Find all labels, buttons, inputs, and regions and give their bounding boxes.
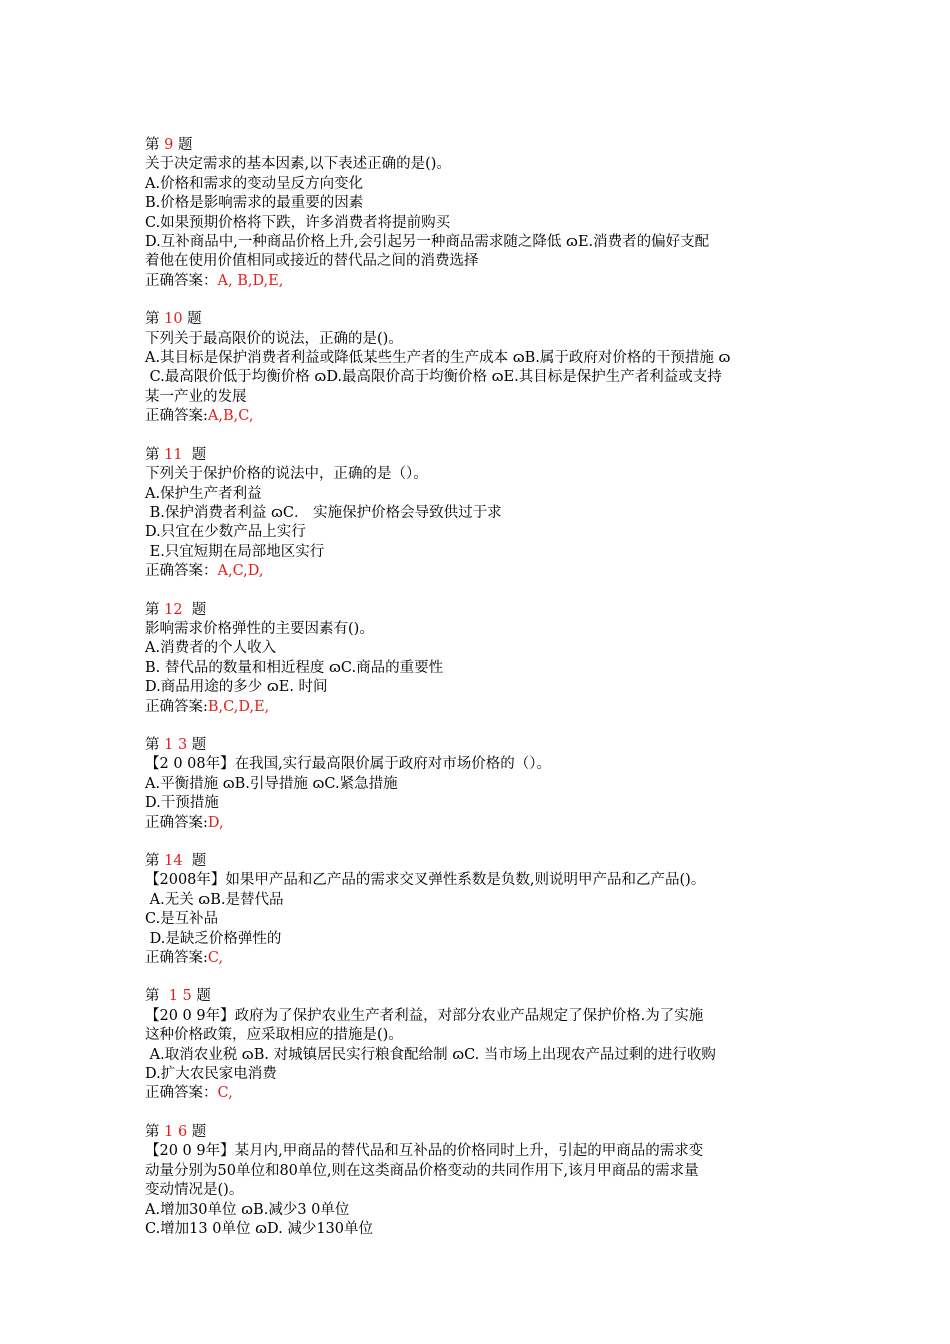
question-number: 1 6 [164,1123,188,1140]
question-text-line: C.是互补品 [145,911,219,928]
answer-line [145,1084,815,1103]
question-text-line: D.是缺乏价格弹性的 [145,930,282,947]
answer-line [145,814,815,833]
question-text-line: A.平衡措施 ɷB.引导措施 ɷC.紧急措施 [145,775,398,792]
question-text-line: E.只宜短期在局部地区实行 [145,543,325,560]
answer-value: C, [207,950,224,967]
question-heading-suffix: 题 [182,601,207,618]
question-text-line: A.取消农业税 ɷB. 对城镇居民实行粮食配给制 ɷC. 当市场上出现农产品过剩的进行收购 [145,1046,716,1063]
question-heading [145,736,815,755]
question-heading [145,1123,815,1142]
question-block [145,446,815,582]
question-text-line: A.保护生产者利益 [145,485,262,502]
question-heading-prefix: 第 [145,446,165,463]
question-text-line: A.增加30单位 ɷB.减少3 0单位 [145,1201,350,1218]
answer-line [145,272,815,291]
question-block [145,136,815,291]
answer-line [145,949,815,968]
answer-line [145,407,815,426]
question-text-line: 某一产业的发展 [145,388,247,405]
answer-value: B,C,D,E, [207,698,270,715]
question-text-line: D.干预措施 [145,795,219,812]
question-text-line: D.扩大农民家电消费 [145,1066,277,1083]
question-number: 14 [164,853,183,869]
question-heading [145,310,815,329]
question-text-line: C.最高限价低于均衡价格 ɷD.最高限价高于均衡价格 ɷE.其目标是保护生产者利益或支持 [145,369,722,386]
question-heading-prefix: 第 [145,988,169,1005]
question-heading-prefix: 第 [145,736,165,753]
answer-value: A, B,D,E, [217,272,284,289]
question-text-line: 【2008年】如果甲产品和乙产品的需求交叉弹性系数是负数,则说明甲产品和乙产品()。 [145,872,706,889]
answer-value: A,C,D, [217,563,264,580]
question-heading [145,987,815,1006]
question-text-line: 【20 0 9年】某月内,甲商品的替代品和互补品的价格同时上升，引起的甲商品的需求变 [145,1143,704,1160]
question-text-line: 下列关于最高限价的说法，正确的是()。 [145,330,403,347]
question-heading-suffix: 题 [182,311,202,328]
question-block [145,987,815,1103]
question-text-line: A.价格和需求的变动呈反方向变化 [145,175,364,192]
question-heading-prefix: 第 [145,601,165,618]
question-text-line: C.如果预期价格将下跌，许多消费者将提前购买 [145,214,451,231]
answer-label: 正确答案： [145,563,218,580]
question-heading-suffix: 题 [191,988,211,1005]
question-number: 11 [164,446,183,463]
question-text-line: D.互补商品中,一种商品价格上升,会引起另一种商品需求随之降低 ɷE.消费者的偏好支配 [145,234,710,251]
question-number: 1 5 [168,988,192,1005]
question-number: 12 [164,601,183,618]
question-text-line: 这种价格政策，应采取相应的措施是()。 [145,1027,403,1044]
question-text-line: 【2 0 08年】在我国,实行最高限价属于政府对市场价格的（）。 [145,756,551,773]
answer-line [145,698,815,717]
question-heading-suffix: 题 [182,446,207,463]
answer-line [145,562,815,581]
question-heading [145,446,815,465]
question-heading [145,136,815,155]
question-heading-prefix: 第 [145,137,165,153]
question-text-line: 影响需求价格弹性的主要因素有()。 [145,620,374,637]
question-heading-suffix: 题 [187,736,207,753]
question-block [145,736,815,833]
question-text-line: 下列关于保护价格的说法中，正确的是（）。 [145,466,428,483]
question-heading-suffix: 题 [182,853,207,869]
question-number: 10 [164,311,183,328]
answer-label: 正确答案: [145,814,208,831]
question-heading-suffix: 题 [173,137,193,153]
answer-label: 正确答案: [145,408,208,425]
answer-label: 正确答案： [145,1085,218,1102]
question-text-line: D.商品用途的多少 ɷE. 时间 [145,679,328,696]
question-text-line: 变动情况是()。 [145,1182,244,1199]
question-text-line: D.只宜在少数产品上实行 [145,524,306,541]
question-text-line: 关于决定需求的基本因素,以下表述正确的是()。 [145,156,451,173]
question-text-line: B.价格是影响需求的最重要的因素 [145,195,364,212]
answer-label: 正确答案： [145,272,218,289]
answer-value: C, [217,1085,233,1102]
question-text-line: A.其目标是保护消费者利益或降低某些生产者的生产成本 ɷB.属于政府对价格的干预措施 ɷ [145,350,731,367]
question-text-line: A.消费者的个人收入 [145,640,277,657]
question-text-line: 动量分别为50单位和80单位,则在这类商品价格变动的共同作用下,该月甲商品的需求量 [145,1162,699,1179]
question-text-line: B. 替代品的数量和相近程度 ɷC.商品的重要性 [145,659,444,676]
question-number: 1 3 [164,736,188,753]
question-heading-prefix: 第 [145,1123,165,1140]
question-heading [145,601,815,620]
question-text-line: 着他在使用价值相同或接近的替代品之间的消费选择 [145,253,479,270]
question-text-line: C.增加13 0单位 ɷD. 减少130单位 [145,1220,373,1237]
question-block [145,310,815,426]
question-heading-prefix: 第 [145,853,165,869]
question-block [145,852,815,968]
question-text-line: B.保护消费者利益 ɷC． 实施保护价格会导致供过于求 [145,504,502,521]
question-block [145,601,815,717]
question-heading [145,852,815,871]
question-heading-suffix: 题 [187,1123,207,1140]
question-number: 9 [164,137,174,153]
answer-label: 正确答案: [145,950,208,967]
answer-label: 正确答案: [145,698,208,715]
question-document [145,136,815,1258]
question-block [145,1123,815,1239]
answer-value: D, [207,814,224,831]
question-heading-prefix: 第 [145,311,165,328]
question-text-line: 【20 0 9年】政府为了保护农业生产者利益，对部分农业产品规定了保护价格.为了实施 [145,1007,704,1024]
question-text-line: A.无关 ɷB.是替代品 [145,891,284,908]
answer-value: A,B,C, [207,408,254,425]
